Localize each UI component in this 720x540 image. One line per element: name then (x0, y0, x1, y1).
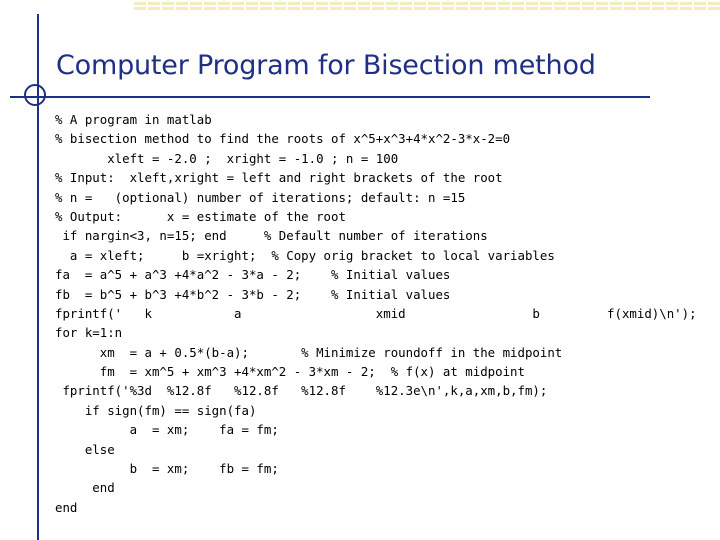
code-line: end (55, 499, 78, 515)
code-line: for k=1:n (55, 325, 123, 341)
code-line: fprintf('%3d %12.8f %12.8f %12.8f %12.3e\n',k,a,xm,b,fm); (55, 383, 548, 399)
code-line: else (55, 441, 115, 457)
code-line: fm = xm^5 + xm^3 +4*xm^2 - 3*xm - 2; % f(x) at midpoint (55, 364, 525, 380)
code-line: fa = a^5 + a^3 +4*a^2 - 3*a - 2; % Initial values (55, 267, 451, 283)
decorative-checker-band (132, 0, 720, 10)
code-block (55, 110, 697, 517)
code-line: a = xleft; b =xright; % Copy orig bracket to local variables (55, 247, 555, 263)
code-line: % Output: x = estimate of the root (55, 208, 346, 224)
code-line: % n = (optional) number of iterations; default: n =15 (55, 189, 466, 205)
code-line: xleft = -2.0 ; xright = -1.0 ; n = 100 (55, 150, 399, 166)
code-line: % bisection method to find the roots of x^5+x^3+4*x^2-3*x-2=0 (55, 131, 511, 147)
code-line: if sign(fm) == sign(fa) (55, 402, 257, 418)
code-line: % A program in matlab (55, 112, 212, 127)
decorative-horizontal-rule (10, 96, 650, 98)
code-line: fb = b^5 + b^3 +4*b^2 - 3*b - 2; % Initial values (55, 286, 451, 302)
decorative-ring (24, 84, 46, 106)
code-line: % Input: xleft,xright = left and right brackets of the root (55, 170, 503, 186)
code-line: fprintf(' k a xmid b f(xmid)\n'); (55, 305, 697, 321)
code-line: a = xm; fa = fm; (55, 422, 279, 438)
slide-title: Computer Program for Bisection method (56, 50, 596, 81)
code-line: b = xm; fb = fm; (55, 461, 279, 477)
code-line: xm = a + 0.5*(b-a); % Minimize roundoff in the midpoint (55, 344, 563, 360)
code-line: if nargin<3, n=15; end % Default number of iterations (55, 228, 488, 244)
code-line: end (55, 480, 115, 496)
